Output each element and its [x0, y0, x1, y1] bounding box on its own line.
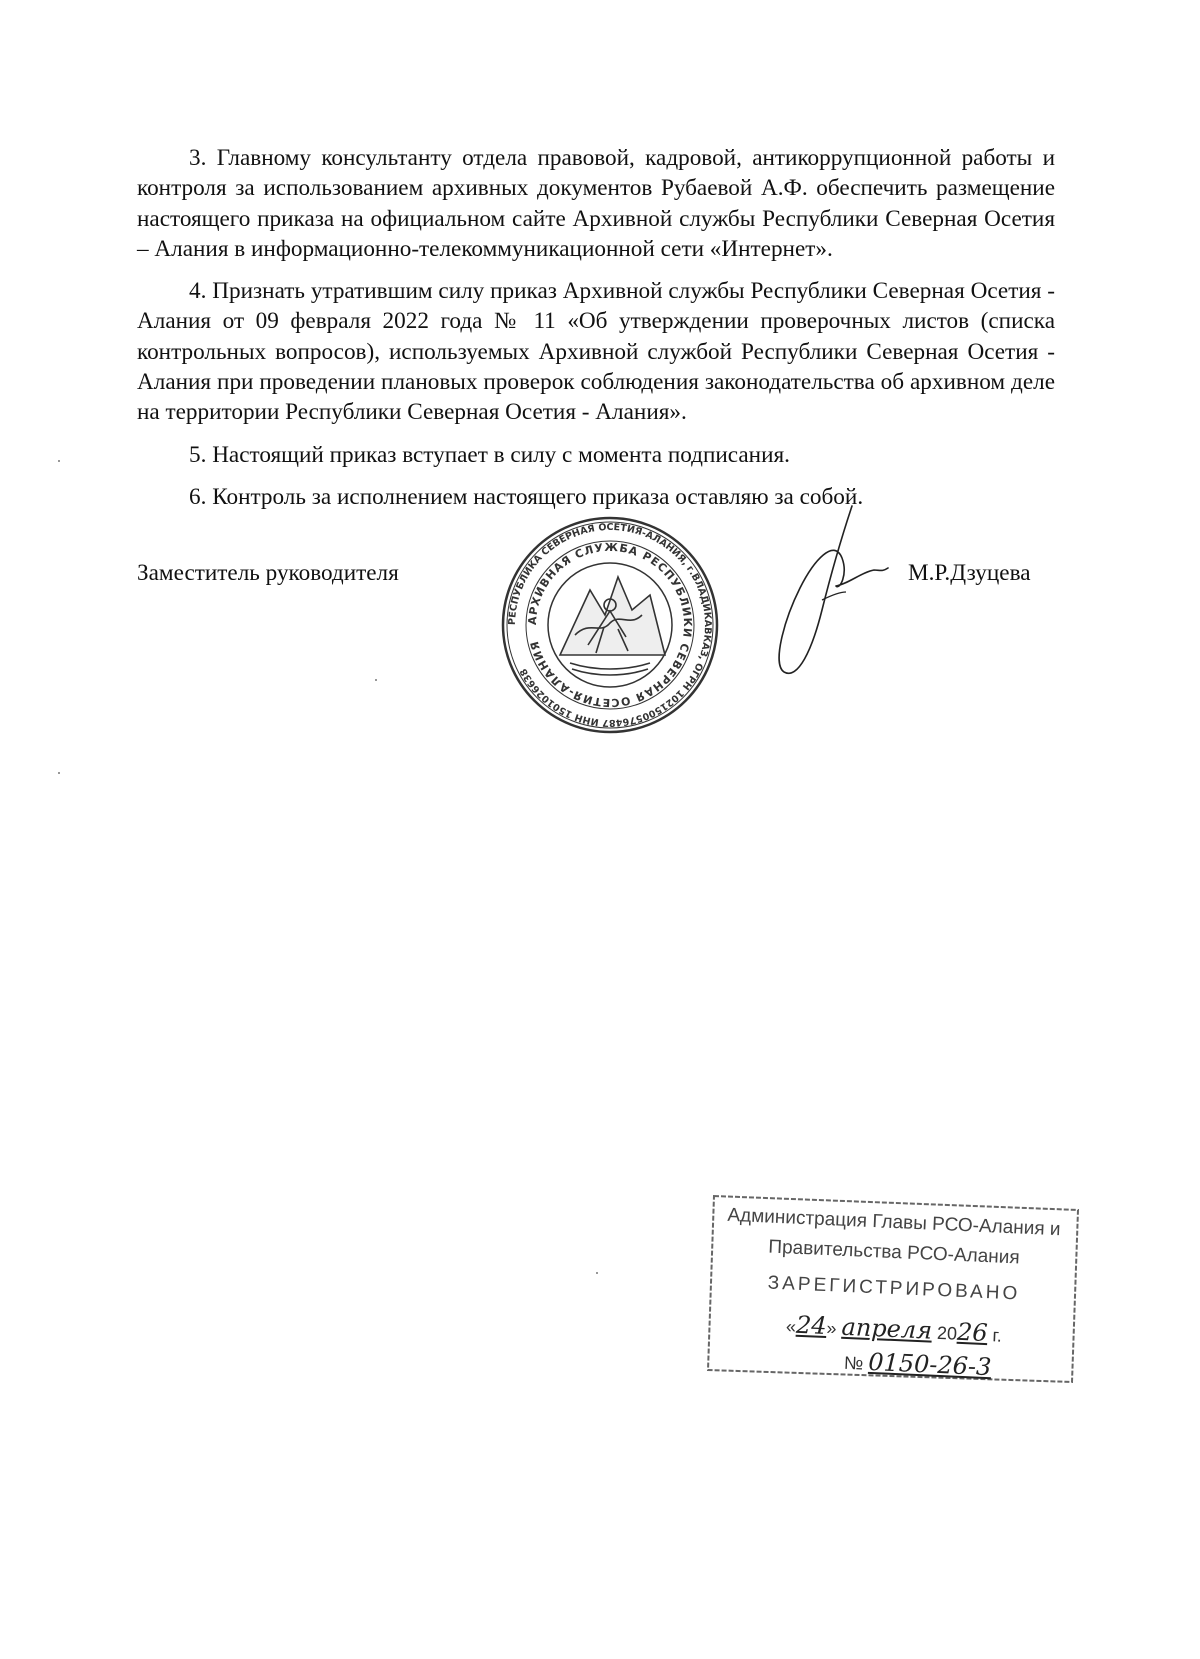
paragraph-5: 5. Настоящий приказ вступает в силу с момента подписания.: [189, 441, 790, 468]
stamp-year-suffix: г.: [992, 1325, 1003, 1346]
scan-speck: [58, 460, 60, 462]
registration-stamp: [706, 1190, 1082, 1390]
official-seal: [500, 515, 720, 735]
seal-inner-text: АРХИВНАЯ СЛУЖБА РЕСПУБЛИКИ СЕВЕРНАЯ ОСЕТИЯ-АЛАНИЯ: [525, 540, 695, 710]
paragraph-3: 3. Главному консультанту отдела правовой, кадровой, антикоррупционной работы и контроля за использованием архивных документов Рубаевой А.Ф. обеспечить размещение настоящего приказа на официальном сайте Архивной службы Республики Северная Осетия – Алания в информационно-телекоммуникационной сети «Интернет».: [137, 145, 1055, 262]
scan-speck: [375, 679, 377, 681]
stamp-line-administration: Администрация Главы РСО-Алания и: [727, 1204, 1061, 1241]
stamp-year-prefix: 20: [936, 1322, 958, 1344]
paragraph-6: 6. Контроль за исполнением настоящего приказа оставляю за собой.: [189, 483, 864, 510]
scan-speck: [596, 1272, 598, 1274]
stamp-line-registered: ЗАРЕГИСТРИРОВАНО: [767, 1272, 1021, 1305]
stamp-date: «24» апреля 2026 г.: [785, 1310, 1003, 1348]
handwritten-signature: [770, 500, 920, 700]
order-body: [137, 143, 1055, 524]
stamp-line-government: Правительства РСО-Алания: [767, 1236, 1021, 1269]
stamp-date-day: 24: [795, 1310, 828, 1341]
stamp-date-month: апреля: [841, 1312, 933, 1345]
seal-outer-text: РЕСПУБЛИКА СЕВЕРНАЯ ОСЕТИЯ-АЛАНИЯ, г.ВЛАДИКАВКАЗ, ОГРН 1021500576487 ИНН 1501026638: [506, 521, 714, 729]
stamp-number-value: 0150-26-3: [867, 1347, 992, 1382]
signatory-title: Заместитель руководителя: [137, 560, 399, 586]
scan-speck: [58, 772, 60, 774]
stamp-number-label: №: [843, 1352, 864, 1374]
paragraph-4: 4. Признать утратившим силу приказ Архивной службы Республики Северная Осетия - Алания от 09 февраля 2022 года № 11 «Об утверждении проверочных листов (списка контрольных вопросов), используемых Архивной службой Республики Северная Осетия - Алания при проведении плановых проверок соблюдения законодательства об архивном деле на территории Республики Северная Осетия - Алания».: [137, 278, 1055, 426]
signatory-name: М.Р.Дзуцева: [908, 560, 1031, 586]
stamp-date-year: 26: [956, 1317, 989, 1348]
coat-of-arms-emblem: [560, 577, 665, 675]
